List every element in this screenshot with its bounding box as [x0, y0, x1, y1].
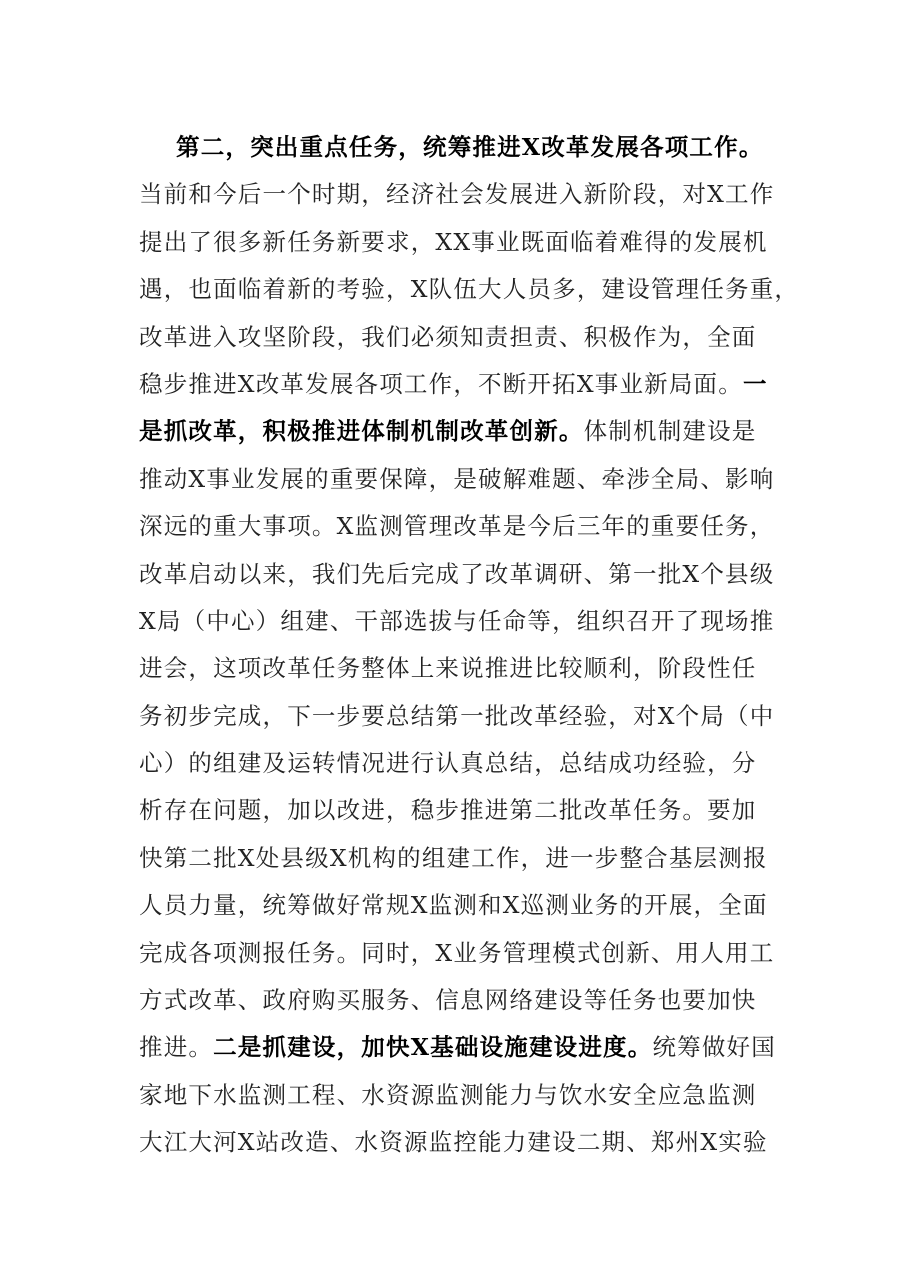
text-line	[139, 314, 779, 361]
text-segment: 进会，这项改革任务整体上来说推进比较顺利，阶段性任	[139, 654, 757, 683]
body-text	[139, 124, 800, 1167]
text-line	[139, 408, 779, 455]
text-line	[139, 1024, 779, 1071]
text-segment: 深远的重大事项。X监测管理改革是今后三年的重要任务，	[139, 512, 775, 541]
text-line	[139, 977, 779, 1024]
text-segment: 务初步完成，下一步要总结第一批改革经验，对X个局（中	[139, 701, 775, 730]
text-segment: 家地下水监测工程、水资源监测能力与饮水安全应急监测	[139, 1080, 757, 1109]
text-line	[139, 503, 779, 550]
text-segment: 改革进入攻坚阶段，我们必须知责担责、积极作为，全面	[139, 322, 757, 351]
section-heading-line	[139, 124, 779, 171]
text-segment: 析存在问题，加以改进，稳步推进第二批改革任务。要加	[139, 796, 757, 825]
text-segment: 大江大河X站改造、水资源监控能力建设二期、郑州X实验	[139, 1128, 768, 1157]
text-line	[139, 456, 779, 503]
text-line	[139, 787, 779, 834]
text-line	[139, 693, 779, 740]
text-line	[139, 882, 779, 929]
text-segment: 稳步推进X改革发展各项工作，不断开拓X事业新局面。	[139, 369, 743, 398]
text-line	[139, 171, 779, 218]
text-segment: 推动X事业发展的重要保障，是破解难题、牵涉全局、影响	[139, 464, 775, 493]
text-segment: 快第二批X处县级X机构的组建工作，进一步整合基层测报	[139, 843, 768, 872]
text-segment: 心）的组建及运转情况进行认真总结，总结成功经验，分	[139, 749, 757, 778]
text-segment: 遇，也面临着新的考验，X队伍大人员多，建设管理任务重，	[139, 275, 800, 304]
text-segment: 推进。	[139, 1033, 214, 1062]
text-line	[139, 266, 800, 313]
bold-text-segment: 一	[742, 369, 768, 398]
text-segment: 提出了很多新任务新要求，XX事业既面临着难得的发展机	[139, 227, 768, 256]
text-segment: 人员力量，统筹做好常规X监测和X巡测业务的开展，全面	[139, 891, 768, 920]
text-line	[139, 219, 779, 266]
text-line	[139, 598, 779, 645]
text-line	[139, 361, 779, 408]
text-segment: 体制机制建设是	[583, 417, 757, 446]
text-line	[139, 551, 779, 598]
text-segment: 方式改革、政府购买服务、信息网络建设等任务也要加快	[139, 986, 757, 1015]
text-line	[139, 645, 779, 692]
text-segment: 改革启动以来，我们先后完成了改革调研、第一批X个县级	[139, 559, 775, 588]
text-line	[139, 930, 779, 977]
text-segment: X局（中心）组建、干部选拔与任命等，组织召开了现场推	[139, 606, 775, 635]
text-segment: 统筹做好国	[652, 1033, 776, 1062]
text-segment: 当前和今后一个时期，经济社会发展进入新阶段，对X工作	[139, 180, 775, 209]
text-line	[139, 740, 779, 787]
bold-text-segment: 第二，突出重点任务，统筹推进X改革发展各项工作。	[176, 133, 764, 161]
text-segment: 完成各项测报任务。同时，X业务管理模式创新、用人用工	[139, 938, 775, 967]
bold-text-segment: 是抓改革，积极推进体制机制改革创新。	[139, 417, 584, 446]
text-line	[139, 835, 779, 882]
text-line	[139, 1072, 779, 1119]
text-line	[139, 1119, 779, 1166]
bold-text-segment: 二是抓建设，加快X基础设施建设进度。	[213, 1033, 653, 1062]
